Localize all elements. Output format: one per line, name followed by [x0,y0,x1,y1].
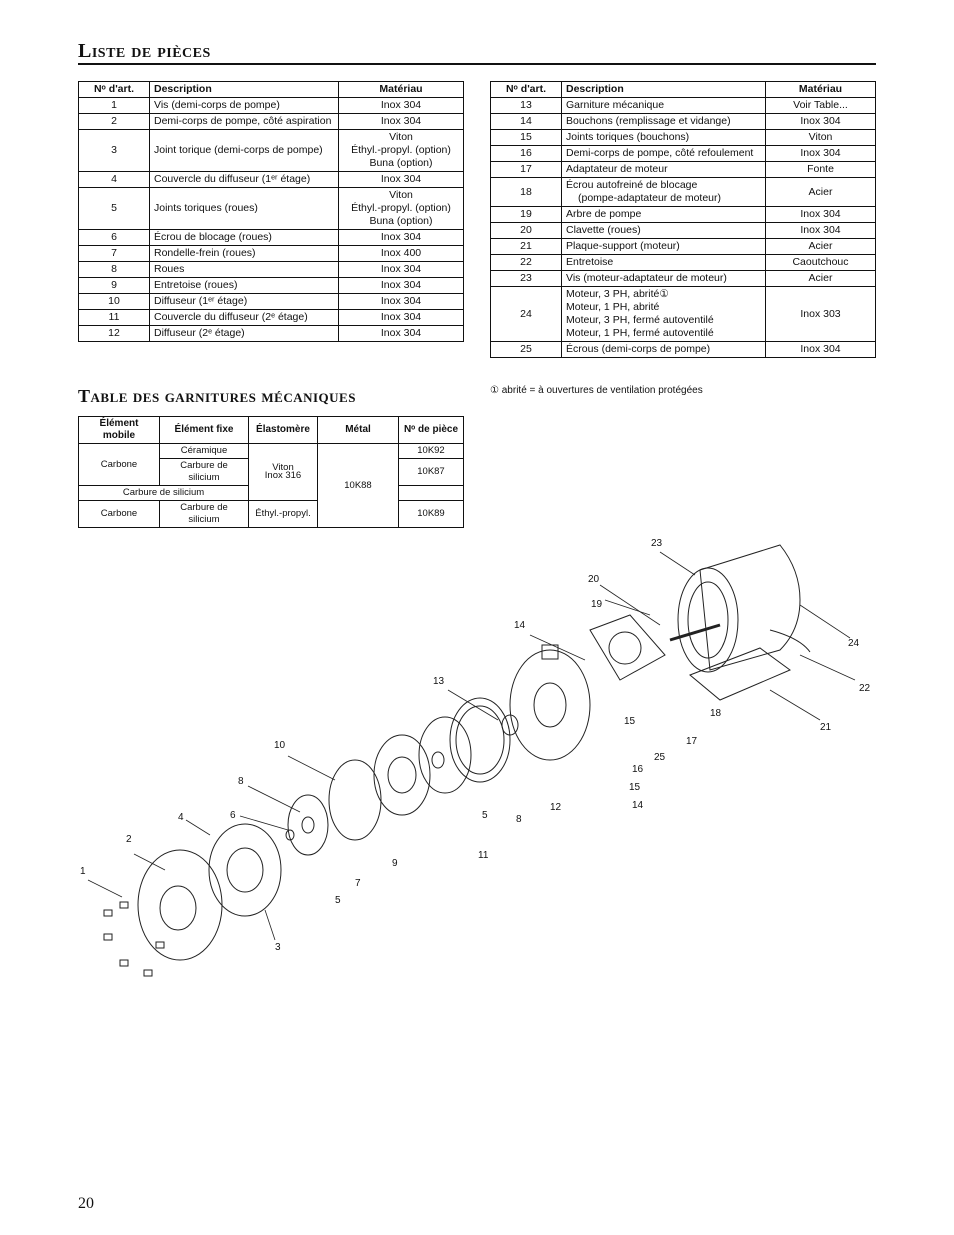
part-description [562,255,766,271]
table-row [79,262,464,278]
col-header-desc: Description [562,82,766,98]
motor-drawing [670,545,800,672]
table-row [79,114,464,130]
callout: 5 [335,895,341,906]
material-line: Acier [808,185,833,198]
section-title-seals: Table des garnitures mécaniques [78,386,356,406]
table-row [79,501,464,528]
part-material [339,246,464,262]
exploded-pump-diagram [60,530,880,990]
material-line: Inox 304 [800,147,841,159]
seal-cell: Carbure de silicium [160,501,249,528]
description-line: Moteur, 1 PH, abrité [566,301,660,313]
col-header-num: Nᵒ d'art. [491,82,562,98]
col-header-mat: Matériau [766,82,876,98]
material-line: Acier [808,272,833,284]
part-description [562,162,766,178]
part-material [766,287,876,342]
seal-cell: 10K87 [399,459,464,486]
material-line: Buna (option) [369,157,433,169]
material-line: Inox 400 [380,247,422,259]
part-material [766,271,876,287]
material-line: Inox 304 [380,263,422,275]
seal-cell: Céramique [160,444,249,459]
callout: 8 [238,776,244,787]
material-line: Inox 304 [380,173,422,185]
description-line: Adaptateur de moteur [566,163,668,175]
description-line: Moteur, 3 PH, abrité① [566,288,669,300]
material-line: Inox 304 [380,115,422,127]
description-line: Diffuseur (1ᵉʳ étage) [154,295,248,307]
part-number: 1 [79,98,150,114]
part-number: 2 [79,114,150,130]
callout: 4 [178,812,184,823]
part-material [766,114,876,130]
callout: 16 [632,764,644,775]
part-description [562,98,766,114]
parts-left-body [79,98,464,342]
parts-table-left [78,81,464,342]
part-description [150,130,339,172]
material-line: Viton [389,131,413,143]
part-description [562,342,766,358]
part-description [562,178,766,207]
diffuser-cover-1-drawing [209,824,281,916]
part-number: 4 [79,172,150,188]
seal-cell: Carbure de silicium [79,486,249,501]
part-material [339,294,464,310]
callout: 2 [126,834,132,845]
table-row [79,130,464,172]
material-line: Acier [808,240,833,252]
description-line: Écrous (demi-corps de pompe) [566,343,711,355]
part-material [766,223,876,239]
callout: 24 [848,638,860,649]
table-row [491,146,876,162]
part-material [766,255,876,271]
description-line: Plaque-support (moteur) [566,240,680,252]
description-line: Demi-corps de pompe, côté refoulement [566,147,754,159]
callout: 22 [859,683,871,694]
diffuser-1-drawing [329,760,381,840]
part-description [562,207,766,223]
material-line: Voir Table... [793,99,848,111]
seal-cell: Carbone [79,501,160,528]
description-line: Couvercle du diffuseur (1ᵉʳ étage) [154,173,311,185]
impeller-1-drawing [288,795,328,855]
material-line: Inox 303 [800,307,841,320]
part-material [339,172,464,188]
part-material [339,278,464,294]
part-number: 21 [491,239,562,255]
part-description [562,114,766,130]
part-description [150,246,339,262]
part-material [766,146,876,162]
table-row [79,246,464,262]
seal-cell: Carbure de silicium [160,459,249,486]
part-number: 6 [79,230,150,246]
callout: 12 [550,802,562,813]
part-material [766,239,876,255]
callout: 7 [355,878,361,889]
part-number: 11 [79,310,150,326]
part-number: 19 [491,207,562,223]
seal-header: Nᵒ de pièce [399,417,464,444]
callout: 14 [514,620,526,631]
adapter-drawing [590,615,665,680]
callout: 25 [654,752,666,763]
description-line: Bouchons (remplissage et vidange) [566,115,731,127]
description-line: Moteur, 3 PH, fermé autoventilé [566,314,714,326]
part-material [766,178,876,207]
part-number: 8 [79,262,150,278]
material-line: Viton [808,131,833,143]
seal-table [78,416,464,528]
callout: 14 [632,800,644,811]
callout: 17 [686,736,698,747]
part-description [150,294,339,310]
part-description [150,188,339,230]
table-row [491,114,876,130]
parts-table-right [490,81,876,358]
material-line: Éthyl.-propyl. (option) [351,202,451,214]
seal-cell: Viton [272,462,294,473]
material-line: Inox 304 [380,279,422,291]
part-number: 20 [491,223,562,239]
part-material [339,262,464,278]
seal-header: Élastomère [249,417,318,444]
material-line: Buna (option) [369,215,433,227]
description-line: Entretoise [566,256,614,268]
part-number: 7 [79,246,150,262]
leader-lines [88,552,855,940]
callout: 9 [392,858,398,869]
part-description [562,271,766,287]
footnote: ① abrité = à ouvertures de ventilation protégées [490,385,703,396]
callout: 10 [274,740,286,751]
description-line: Vis (moteur-adaptateur de moteur) [566,272,727,284]
table-row [491,342,876,358]
description-line: Couvercle du diffuseur (2ᵉ étage) [154,311,308,323]
part-material [766,207,876,223]
part-number: 15 [491,130,562,146]
part-description [150,262,339,278]
description-line: Roues [154,263,185,275]
description-line: Moteur, 1 PH, fermé autoventilé [566,327,714,339]
part-material [339,326,464,342]
seal-cell: 10K89 [399,501,464,528]
callout: 21 [820,722,832,733]
description-line: Entretoise (roues) [154,279,238,291]
diffuser-cover-2-drawing [374,735,430,815]
table-row [491,223,876,239]
table-row [491,130,876,146]
col-header-desc: Description [150,82,339,98]
table-row [491,239,876,255]
table-row [79,230,464,246]
discharge-housing-drawing [510,650,590,760]
part-number: 9 [79,278,150,294]
callout: 15 [624,716,636,727]
callout: 23 [651,538,663,549]
part-description [150,230,339,246]
description-line: Joints toriques (roues) [154,202,258,214]
part-description [562,223,766,239]
diffuser-2-drawing [450,698,510,782]
part-material [339,188,464,230]
part-number: 17 [491,162,562,178]
col-header-num: Nᵒ d'art. [79,82,150,98]
table-row [79,98,464,114]
part-description [150,98,339,114]
page-number: 20 [78,1195,94,1212]
header-rule [78,63,876,65]
base-plate-drawing [690,648,790,700]
table-row [491,98,876,114]
description-line: Écrou de blocage (roues) [154,231,272,243]
part-description [150,278,339,294]
material-line: Inox 304 [380,295,422,307]
table-row [79,188,464,230]
material-line: Fonte [807,163,834,175]
part-description [150,172,339,188]
material-line: Viton [389,189,413,201]
part-description [150,326,339,342]
table-row [79,278,464,294]
description-line: Joints toriques (bouchons) [566,131,690,143]
parts-right-body [491,98,876,358]
description-line: Rondelle-frein (roues) [154,247,256,259]
part-description [562,287,766,342]
part-number: 24 [491,287,562,342]
callout: 13 [433,676,445,687]
description-line: Garniture mécanique [566,99,665,111]
table-row [79,294,464,310]
table-row [79,326,464,342]
seal-header: Métal [318,417,399,444]
suction-housing-drawing [138,850,222,960]
callout: 11 [478,850,489,861]
part-number: 23 [491,271,562,287]
table-row [491,178,876,207]
description-line: (pompe-adaptateur de moteur) [578,192,721,204]
part-number: 16 [491,146,562,162]
part-description [150,310,339,326]
material-line: Inox 304 [800,208,841,220]
material-line: Inox 304 [800,343,841,355]
callout: 18 [710,708,722,719]
part-number: 12 [79,326,150,342]
callout: 1 [80,866,86,877]
part-number: 14 [491,114,562,130]
table-row [491,162,876,178]
part-description [562,130,766,146]
callout: 15 [629,782,641,793]
part-material [339,114,464,130]
part-material [766,98,876,114]
material-line: Éthyl.-propyl. (option) [351,144,451,156]
description-line: Demi-corps de pompe, côté aspiration [154,115,332,127]
part-description [150,114,339,130]
material-line: Inox 304 [380,99,422,111]
part-description [562,239,766,255]
seal-cell: 10K88 [318,444,399,528]
part-material [766,342,876,358]
table-row [491,207,876,223]
part-material [766,130,876,146]
part-description [562,146,766,162]
material-line: Inox 304 [380,327,422,339]
callout: 20 [588,574,600,585]
table-row [491,255,876,271]
part-number: 10 [79,294,150,310]
table-row [491,271,876,287]
callout: 5 [482,810,488,821]
part-material [339,130,464,172]
seal-cell: Carbone [79,444,160,486]
part-number: 3 [79,130,150,172]
material-line: Caoutchouc [792,256,849,268]
table-row [79,444,464,459]
part-material [766,162,876,178]
description-line: Arbre de pompe [566,208,642,220]
callout: 19 [591,599,603,610]
seal-header: Élément fixe [160,417,249,444]
seal-cell: Inox 316 [264,470,302,481]
seal-cell: Éthyl.-propyl. [249,501,318,528]
material-line: Inox 304 [380,311,422,323]
table-row [79,172,464,188]
callout: 3 [275,942,281,953]
description-line: Joint torique (demi-corps de pompe) [154,144,323,156]
part-material [339,310,464,326]
seal-cell [399,486,464,501]
part-number: 22 [491,255,562,271]
rubber-spacer-drawing [770,630,810,652]
material-line: Inox 304 [800,115,841,127]
part-number: 25 [491,342,562,358]
description-line: Diffuseur (2ᵉ étage) [154,327,245,339]
seal-cell-elastomer [249,444,318,501]
part-material [339,98,464,114]
col-header-mat: Matériau [339,82,464,98]
part-material [339,230,464,246]
seal-header: Élément mobile [79,417,160,444]
part-number: 5 [79,188,150,230]
description-line: Vis (demi-corps de pompe) [154,99,280,111]
diagram-callouts [80,538,871,953]
part-number: 18 [491,178,562,207]
callout: 8 [516,814,522,825]
material-line: Inox 304 [800,224,841,236]
table-row [79,310,464,326]
section-title-parts: Liste de pièces [78,40,211,62]
description-line: Écrou autofreiné de blocage [566,179,698,191]
part-number: 13 [491,98,562,114]
table-row [491,287,876,342]
seal-cell: 10K92 [399,444,464,459]
material-line: Inox 304 [380,231,422,243]
description-line: Clavette (roues) [566,224,641,236]
callout: 6 [230,810,236,821]
screws-drawing [104,902,164,976]
